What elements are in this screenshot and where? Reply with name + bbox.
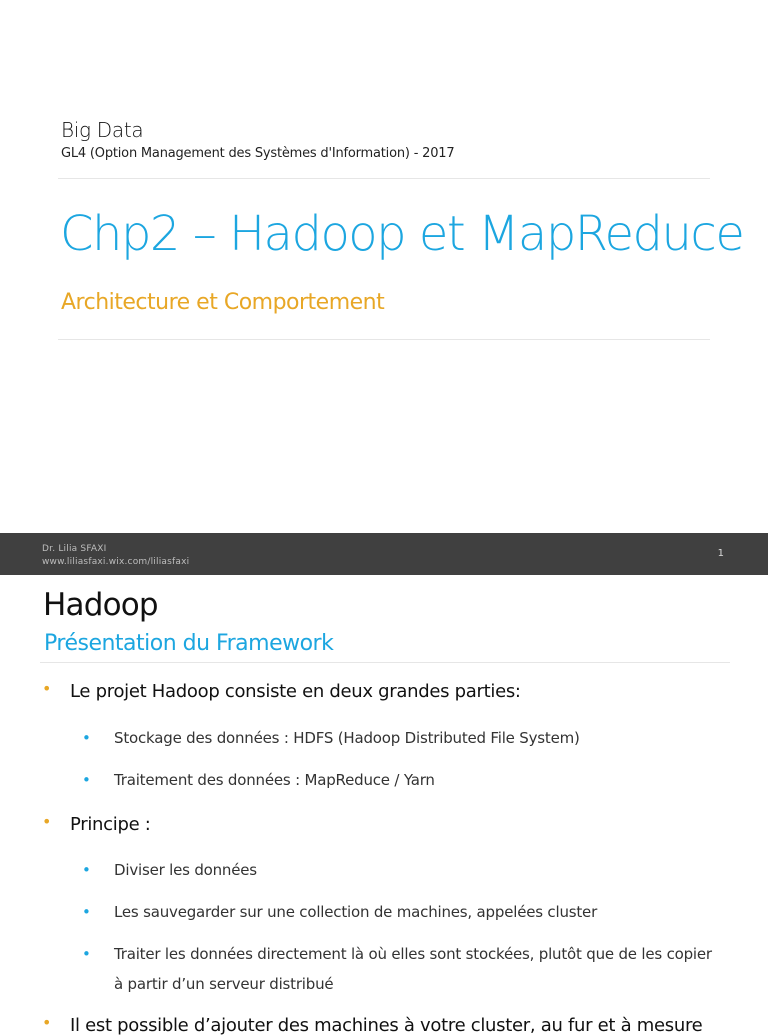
bullet-text: Traitement des données : MapReduce / Yarn	[114, 771, 435, 789]
bullet-dot-icon: •	[82, 903, 91, 921]
bullet-dot-icon: •	[82, 945, 91, 963]
slide-footer	[0, 533, 768, 575]
divider-top	[58, 178, 710, 179]
bullet-dot-icon: •	[82, 729, 91, 747]
bullet-dot-icon: •	[42, 812, 52, 831]
bullet-text: Il est possible d’ajouter des machines à votre cluster, au fur et à mesure	[70, 1015, 703, 1036]
chapter-subtitle: Architecture et Comportement	[61, 290, 385, 315]
bullet-text: Traiter les données directement là où elles sont stockées, plutôt que de les copier à partir d’un serveur distribué	[114, 945, 712, 993]
page-number: 1	[717, 548, 724, 559]
course-subtitle: GL4 (Option Management des Systèmes d'Information) - 2017	[61, 146, 455, 161]
footer-author: Dr. Lilia SFAXI	[42, 544, 107, 554]
bullet-text: Stockage des données : HDFS (Hadoop Distributed File System)	[114, 729, 580, 747]
bullet-dot-icon: •	[82, 861, 91, 879]
slide-title: Hadoop	[43, 587, 158, 623]
content-slide	[0, 575, 768, 1036]
divider-bottom	[58, 339, 710, 340]
bullet-text: Le projet Hadoop consiste en deux grandes parties:	[70, 681, 521, 702]
course-title: Big Data	[61, 118, 144, 142]
bullet-text: Diviser les données	[114, 861, 257, 879]
slide-divider	[40, 662, 730, 663]
bullet-dot-icon: •	[42, 1013, 52, 1032]
bullet-text: Principe :	[70, 814, 151, 835]
slide-subtitle: Présentation du Framework	[44, 631, 334, 656]
bullet-text: Les sauvegarder sur une collection de machines, appelées cluster	[114, 903, 598, 921]
bullet-dot-icon: •	[82, 771, 91, 789]
footer-url: www.liliasfaxi.wix.com/liliasfaxi	[42, 557, 190, 567]
chapter-title: Chp2 – Hadoop et MapReduce	[60, 206, 744, 262]
bullet-dot-icon: •	[42, 679, 52, 698]
